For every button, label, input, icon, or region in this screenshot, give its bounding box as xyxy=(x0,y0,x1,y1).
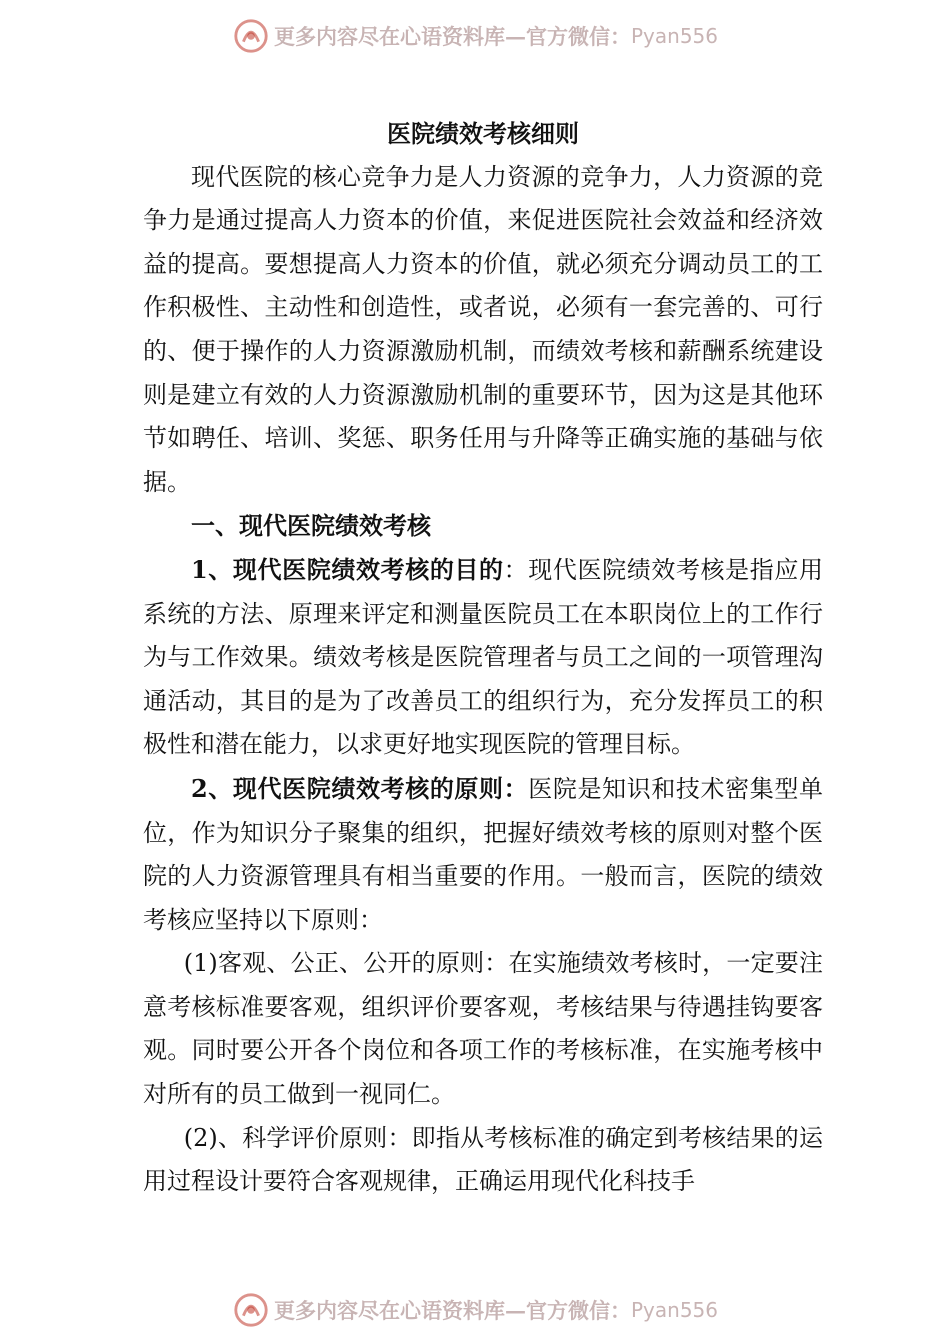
banner-text: 更多内容尽在心语资料库—官方微信： xyxy=(273,1298,631,1323)
purpose-text: ：现代医院绩效考核是指应用系统的方法、原理来评定和测量医院员工在本职岗位上的工作行为与工作效果。绩效考核是医院管理者与员工之间的一项管理沟通活动，其目的是为了改善员工的组织行为，充分发挥员工的积极性和潜在能力，以求更好地实现医院的管理目标。 xyxy=(143,555,823,759)
banner-wechat: Pyan556 xyxy=(630,24,718,48)
footer-watermark-banner xyxy=(0,1288,950,1332)
principles-label: 2、现代医院绩效考核的原则： xyxy=(191,773,529,803)
document-title: 医院绩效考核细则 xyxy=(387,119,579,148)
section-heading: 一、现代医院绩效考核 xyxy=(191,511,431,541)
banner-wechat: Pyan556 xyxy=(630,1298,718,1322)
principle-item-2: (2)、科学评价原则：即指从考核标准的确定到考核结果的运用过程设计要符合客观规律，正确运用现代化科技手 xyxy=(143,1123,823,1196)
header-watermark-banner xyxy=(0,14,950,58)
brand-logo-icon xyxy=(232,1291,270,1329)
brand-logo-icon xyxy=(232,17,270,55)
principle-item-1: (1)客观、公正、公开的原则：在实施绩效考核时，一定要注意考核标准要客观，组织评价要客观，考核结果与待遇挂钩要客观。同时要公开各个岗位和各项工作的考核标准，在实施考核中对所有的员工做到一视同仁。 xyxy=(143,949,823,1109)
principles-paragraph xyxy=(143,767,823,942)
purpose-label: 1、现代医院绩效考核的目的 xyxy=(191,554,504,584)
banner-text: 更多内容尽在心语资料库—官方微信： xyxy=(273,24,631,49)
document-body xyxy=(143,112,823,1204)
purpose-paragraph xyxy=(143,548,823,767)
intro-paragraph: 现代医院的核心竞争力是人力资源的竞争力，人力资源的竞争力是通过提高人力资本的价值，来促进医院社会效益和经济效益的提高。要想提高人力资本的价值，就必须充分调动员工的工作积极性、主动性和创造性，或者说，必须有一套完善的、可行的、便于操作的人力资源激励机制，而绩效考核和薪酬系统建设则是建立有效的人力资源激励机制的重要环节，因为这是其他环节如聘任、培训、奖惩、职务任用与升降等正确实施的基础与依据。 xyxy=(143,162,823,496)
principles-text: 医院是知识和技术密集型单位，作为知识分子聚集的组织，把握好绩效考核的原则对整个医院的人力资源管理具有相当重要的作用。一般而言，医院的绩效考核应坚持以下原则： xyxy=(143,774,823,934)
